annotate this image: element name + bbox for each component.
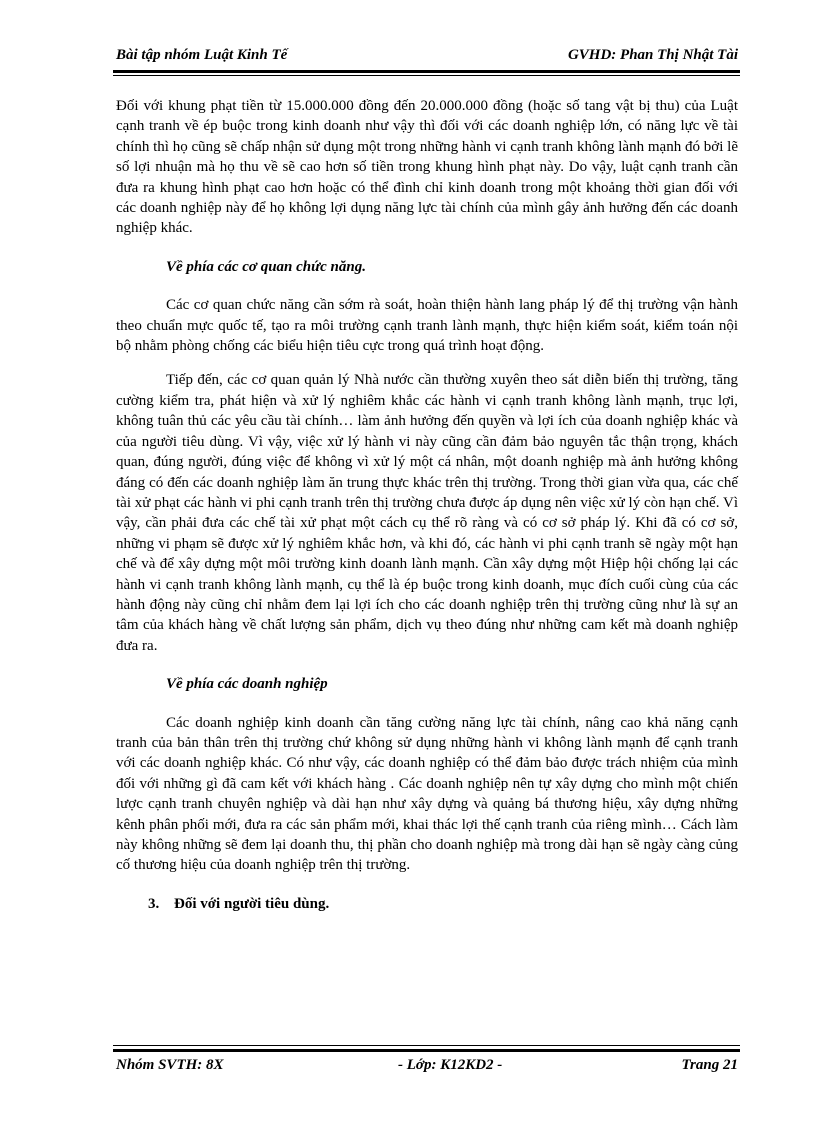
section-number: 3.	[148, 895, 160, 912]
section-heading-consumers	[116, 896, 738, 913]
page-body	[116, 96, 738, 913]
section-title: Đối với người tiêu dùng.	[174, 895, 330, 912]
footer-rule-thin	[113, 1045, 740, 1046]
subheading-enterprises: Về phía các doanh nghiệp	[166, 676, 328, 693]
paragraph-enterprises: Các doanh nghiệp kinh doanh cần tăng cường năng lực tài chính, nâng cao khả năng cạnh tranh của bản thân trên thị trường chứ không sử dụng những hành vi không lành mạnh để cạnh tranh với các doanh nghiệp khác. Có như vậy, các doanh nghiệp có thể đảm bảo được trách nhiệm của mình đối với những gì đã cam kết với khách hàng . Các doanh nghiệp nên tự xây dựng cho mình một chiến lược cạnh tranh chuyên nghiệp và dài hạn như xây dựng và quảng bá thương hiệu, xây dựng những kênh phân phối mới, đưa ra các sản phẩm mới, khai thác lợi thế cạnh tranh của riêng mình… Cách làm này không những sẽ đem lại doanh thu, thị phần cho doanh nghiệp mà trong dài hạn sẽ ngày càng củng cố thương hiệu của doanh nghiệp trên thị trường.	[116, 714, 738, 874]
header-rule-thick	[113, 70, 740, 73]
footer-page-number: Trang 21	[681, 1057, 738, 1073]
page-footer	[116, 1057, 738, 1079]
footer-rule-thick	[113, 1049, 740, 1052]
header-left-text: Bài tập nhóm Luật Kinh Tế	[116, 47, 288, 63]
subheading-authorities: Về phía các cơ quan chức năng.	[166, 258, 366, 275]
footer-left-text: Nhóm SVTH: 8X	[116, 1057, 224, 1073]
paragraph-penalty: Đối với khung phạt tiền từ 15.000.000 đồng đến 20.000.000 đồng (hoặc số tang vật bị thu) của Luật cạnh tranh về ép buộc trong kinh doanh như vậy thì đối với các doanh nghiệp lớn, có năng lực về tài chính thì họ cũng sẽ chấp nhận sử dụng một trong những hành vi cạnh tranh không lành mạnh đó bởi lẽ số lợi nhuận mà họ thu về sẽ cao hơn số tiền trong khung hình phạt này. Do vậy, luật cạnh tranh cần đưa ra khung hình phạt cao hơn hoặc có thể đình chỉ kinh doanh trong một khoảng thời gian đối với các doanh nghiệp này để họ không lợi dụng năng lực tài chính của mình gây ảnh hưởng đến các doanh nghiệp khác.	[116, 98, 738, 237]
paragraph-authorities-legal: Các cơ quan chức năng cần sớm rà soát, hoàn thiện hành lang pháp lý để thị trường vận hành theo chuẩn mực quốc tế, tạo ra môi trường cạnh tranh lành mạnh, thực hiện kiểm soát, kiểm toán nội bộ nhằm phòng chống các biểu hiện tiêu cực trong quá trình hoạt động.	[116, 297, 738, 355]
footer-center-text: - Lớp: K12KD2 -	[398, 1057, 503, 1073]
page-header	[116, 47, 738, 71]
paragraph-authorities-management: Tiếp đến, các cơ quan quản lý Nhà nước cần thường xuyên theo sát diễn biến thị trường, tăng cường kiểm tra, phát hiện và xử lý nghiêm khắc các hành vi cạnh tranh không lành mạnh, trục lợi, không tuân thủ các yêu cầu tài chính… làm ảnh hưởng đến quyền và lợi ích của doanh nghiệp khác và của người tiêu dùng. Vì vậy, việc xử lý hành vi này cũng cần đảm bảo nguyên tắc thận trọng, khách quan, đúng người, đúng việc để không vì xử lý một cá nhân, một doanh nghiệp mà ảnh hưởng không đáng có đến các doanh nghiệp làm ăn trung thực khác trên thị trường. Trong thời gian vừa qua, các chế tài xử phạt các hành vi phi cạnh tranh trên thị trường chưa được áp dụng nên việc xử lý còn hạn chế. Vì vậy, cần phải đưa các chế tài xử phạt một cách cụ thể rõ ràng và có cơ sở pháp lý. Khi đã có cơ sở, những vi phạm sẽ được xử lý nghiêm khắc hơn, và khi đó, các hành vi phi cạnh tranh sẽ ngày một hạn chế và để xây dựng một môi trường kinh doanh lành mạnh. Cần xây dựng một Hiệp hội chống lại các hành vi cạnh tranh không lành mạnh, cụ thể là ép buộc trong kinh doanh, mục đích cuối cùng của các hành động này cũng chỉ nhằm đem lại lợi ích cho các doanh nghiệp trên thị trường cũng như là sự an tâm của khách hàng về chất lượng sản phẩm, dịch vụ theo đúng như những cam kết mà doanh nghiệp đưa ra.	[116, 372, 738, 654]
header-rule-thin	[113, 75, 740, 76]
header-right-text: GVHD: Phan Thị Nhật Tài	[567, 47, 738, 63]
